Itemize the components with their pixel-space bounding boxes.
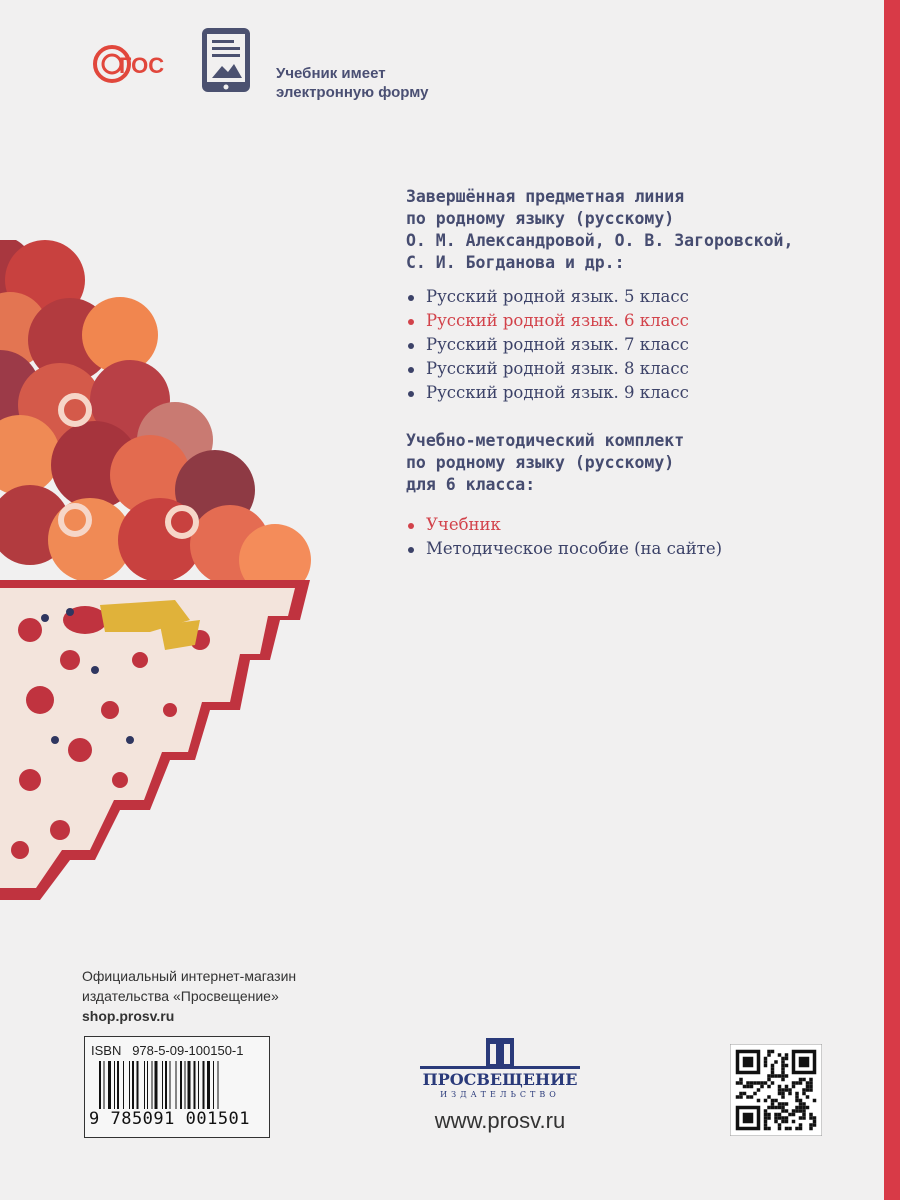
isbn-line <box>91 1043 244 1058</box>
shop-line1: Официальный интернет-магазин <box>82 968 297 984</box>
kit-header-line: по родному языку (русскому) <box>406 453 675 472</box>
publisher-subtitle: ИЗДАТЕЛЬСТВО <box>440 1090 560 1099</box>
kit-item-methodical-guide: Методическое пособие (на сайте) <box>406 537 722 561</box>
series-header-line: С. И. Богданова и др.: <box>406 253 625 272</box>
series-header-line: О. М. Александровой, О. В. Загоровской, <box>406 231 794 250</box>
series-item-grade-7: Русский родной язык. 7 класс <box>406 333 689 357</box>
shop-line2: издательства «Просвещение» <box>82 988 279 1004</box>
isbn-digits: 9 785091 001501 <box>89 1109 251 1129</box>
eform-line2: электронную форму <box>276 84 429 101</box>
series-header-line: Завершённая предметная линия <box>406 187 685 206</box>
kit-header-line: для 6 класса: <box>406 475 536 494</box>
kit-item-textbook: Учебник <box>406 513 722 537</box>
isbn-barcode-box <box>84 1036 270 1138</box>
series-header-line: по родному языку (русскому) <box>406 209 675 228</box>
publisher-block <box>400 1034 600 1133</box>
barcode-graphic <box>99 1061 257 1109</box>
fgos-logo-text: ГОС <box>119 53 165 78</box>
publisher-name: ПРОСВЕЩЕНИЕ <box>422 1070 578 1089</box>
publisher-url[interactable]: www.prosv.ru <box>434 1108 566 1133</box>
kit-list <box>406 513 722 561</box>
series-item-grade-8: Русский родной язык. 8 класс <box>406 357 689 381</box>
kit-header-line: Учебно-методический комплект <box>406 431 685 450</box>
shop-info <box>82 966 296 1026</box>
fgos-logo <box>92 42 172 91</box>
folk-ornament-illustration <box>0 240 320 925</box>
series-item-grade-6: Русский родной язык. 6 класс <box>406 309 689 333</box>
shop-url: shop.prosv.ru <box>82 1008 175 1024</box>
series-header <box>406 186 793 274</box>
eform-caption <box>276 64 429 102</box>
series-item-grade-5: Русский родной язык. 5 класс <box>406 285 689 309</box>
series-item-grade-9: Русский родной язык. 9 класс <box>406 381 689 405</box>
cover-edge-stripe <box>884 0 900 1200</box>
tablet-icon <box>200 26 254 101</box>
eform-line1: Учебник имеет <box>276 65 386 82</box>
kit-header <box>406 430 684 496</box>
isbn-label: ISBN <box>91 1043 122 1058</box>
series-list <box>406 285 689 405</box>
qr-code <box>730 1044 822 1141</box>
isbn-number: 978-5-09-100150-1 <box>132 1043 244 1058</box>
publisher-logo <box>400 1034 600 1074</box>
